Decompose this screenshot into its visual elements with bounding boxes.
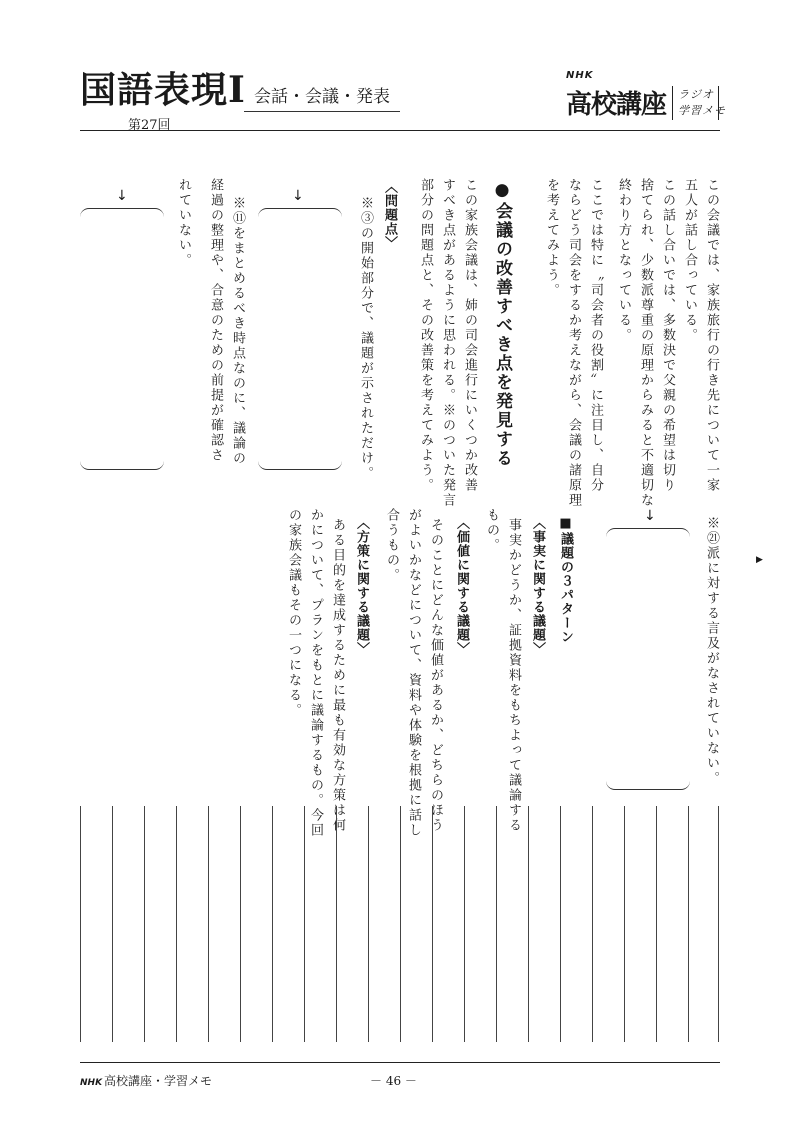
text-line: 捨てられ、少数派尊重の原理からみると不適切な xyxy=(638,178,653,508)
writing-line xyxy=(464,806,465,1042)
section-heading: ●会議の改善すべき点を発見する xyxy=(492,180,512,468)
writing-line xyxy=(112,806,113,1042)
episode-number: 第27回 xyxy=(128,118,171,133)
answer-box[interactable] xyxy=(606,528,692,790)
answer-box[interactable] xyxy=(258,208,344,470)
text-line: がよいかなどについて、資料や体験を根拠に話し xyxy=(406,508,421,838)
problem-item-3: ※㉑派に対する言及がなされていない。 xyxy=(704,516,719,786)
writing-area[interactable] xyxy=(80,806,720,1042)
text-line: この話し合いでは、多数決で父親の希望は切り xyxy=(660,178,675,493)
problem-item-2: ※⑪をまとめるべき時点なのに、議論の xyxy=(230,196,245,466)
writing-line xyxy=(718,806,719,1042)
writing-line xyxy=(656,806,657,1042)
answer-box-bottom xyxy=(80,461,164,470)
brand-name: 高校講座 xyxy=(566,90,667,120)
writing-line xyxy=(624,806,625,1042)
text-line: ここでは特に〝司会者の役割〟に注目し、自分 xyxy=(588,178,603,493)
brand-divider-end xyxy=(718,86,719,120)
page-title: 国語表現Ⅰ xyxy=(80,69,246,111)
text-line: ある目的を達成するために最も有効な方策は何 xyxy=(330,518,345,833)
text-line: 部分の問題点と、その改善策を考えてみよう。 xyxy=(418,178,433,493)
text-line: れていない。 xyxy=(176,178,191,268)
writing-line xyxy=(304,806,305,1042)
header-rule xyxy=(80,130,720,131)
brand-memo-line2: 学習メモ xyxy=(678,104,726,117)
text-line: そのことにどんな価値があるか、どちらのほう xyxy=(428,518,443,833)
answer-box-bottom xyxy=(606,781,690,790)
text-line: 事実かどうか、証拠資料をもちよって議論する xyxy=(506,518,521,833)
value-label: 〈価値に関する議題〉 xyxy=(454,516,469,656)
text-line: を考えてみよう。 xyxy=(544,178,559,298)
footer-rule xyxy=(80,1062,720,1063)
answer-box-top xyxy=(258,208,342,217)
writing-line xyxy=(528,806,529,1042)
writing-line xyxy=(176,806,177,1042)
writing-line xyxy=(496,806,497,1042)
text-line: 経過の整理や、合意のための前提が確認さ xyxy=(208,178,223,463)
text-line: この会議では、家族旅行の行き先について一家 xyxy=(704,178,719,493)
arrow-down-icon: ↓ xyxy=(116,188,128,204)
arrow-down-icon: ↓ xyxy=(292,188,304,204)
writing-line xyxy=(560,806,561,1042)
page-number: － 46 － xyxy=(370,1074,417,1088)
writing-line xyxy=(208,806,209,1042)
policy-label: 〈方策に関する議題〉 xyxy=(354,516,369,656)
footer-brand xyxy=(80,1072,212,1089)
triangle-right-icon: ▶ xyxy=(756,555,763,565)
answer-box[interactable] xyxy=(80,208,166,470)
footer-brand-text: 高校講座・学習メモ xyxy=(104,1074,213,1088)
text-line: の家族会議もその一つになる。 xyxy=(286,508,301,718)
writing-line xyxy=(144,806,145,1042)
answer-box-bottom xyxy=(258,461,342,470)
writing-line xyxy=(80,806,81,1042)
text-line: 五人が話し合っている。 xyxy=(682,178,697,343)
brand-memo-line1: ラジオ xyxy=(678,88,714,101)
answer-box-top xyxy=(606,528,690,537)
writing-line xyxy=(400,806,401,1042)
text-line: かについて、プランをもとに議論するもの。今回 xyxy=(308,508,323,838)
brand-logo xyxy=(566,70,726,124)
answer-box-top xyxy=(80,208,164,217)
text-line: ならどう司会をするか考えながら、会議の諸原理 xyxy=(566,178,581,508)
nhk-logo: NHK xyxy=(566,70,594,81)
brand-divider xyxy=(672,86,673,120)
page-subtitle: 会話・会議・発表 xyxy=(244,78,400,112)
writing-line xyxy=(432,806,433,1042)
text-line: 終わり方となっている。 xyxy=(616,178,631,343)
agenda-heading: ■議題の３パターン xyxy=(558,516,573,644)
text-line: 合うもの。 xyxy=(384,508,399,583)
text-line: すべき点があるように思われる。※のついた発言 xyxy=(440,178,455,508)
writing-line xyxy=(688,806,689,1042)
writing-line xyxy=(240,806,241,1042)
writing-line xyxy=(368,806,369,1042)
fact-label: 〈事実に関する議題〉 xyxy=(530,516,545,656)
problem-label: 〈問題点〉 xyxy=(382,180,397,250)
writing-line xyxy=(336,806,337,1042)
text-line: この家族会議は、姉の司会進行にいくつか改善 xyxy=(462,178,477,493)
problem-item-1: ※③の開始部分で、議題が示されただけ。 xyxy=(358,196,373,481)
writing-line xyxy=(272,806,273,1042)
arrow-down-icon: ↓ xyxy=(644,508,656,524)
nhk-logo: NHK xyxy=(80,1078,103,1088)
writing-line xyxy=(592,806,593,1042)
text-line: もの。 xyxy=(484,508,499,553)
